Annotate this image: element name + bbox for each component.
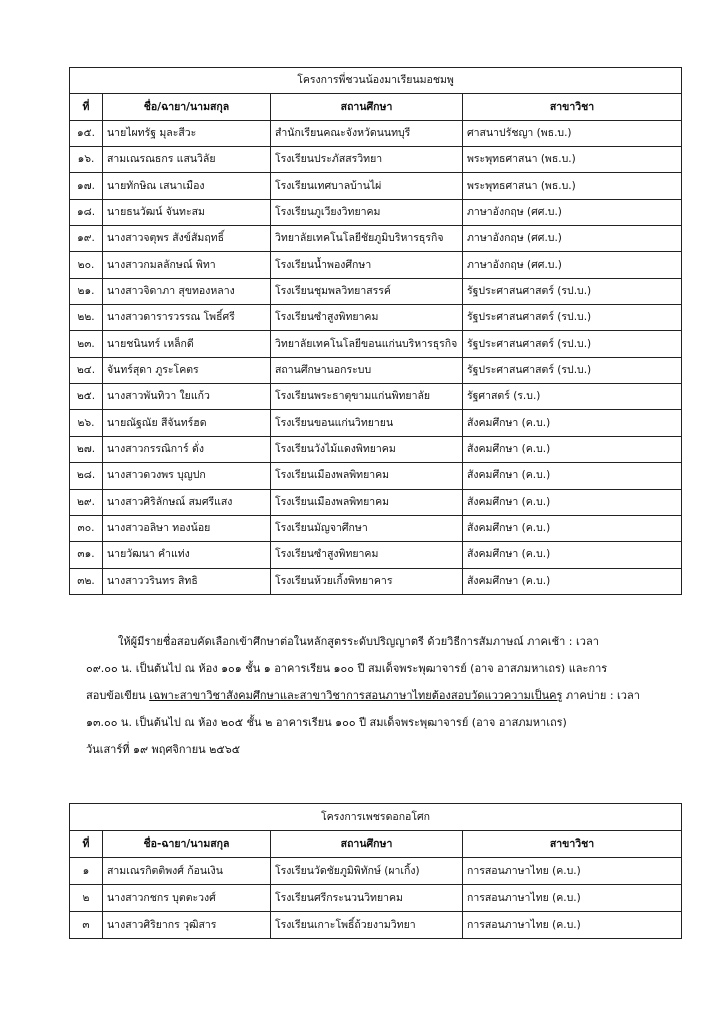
cell-name: นางสาวพันทิวา ใยแก้ว [103, 384, 271, 410]
cell-school: โรงเรียนวัดชัยภูมิพิทักษ์ (ผาเกิ้ง) [271, 858, 463, 885]
header-name: ชื่อ/ฉายา/นามสกุล [103, 94, 271, 120]
cell-school: วิทยาลัยเทคโนโลยีชัยภูมิบริหารธุรกิจ [271, 226, 463, 252]
table-row [70, 252, 682, 278]
cell-name: นางสาวกชกร บุตตะวงศ์ [103, 885, 271, 912]
cell-major: สังคมศึกษา (ค.บ.) [463, 489, 682, 515]
program-table-diamond [69, 803, 682, 939]
cell-school: สำนักเรียนคณะจังหวัดนนทบุรี [271, 120, 463, 146]
paragraph-line [86, 682, 686, 709]
cell-major: พระพุทธศาสนา (พธ.บ.) [463, 173, 682, 199]
cell-number: ๒๘. [70, 463, 103, 489]
cell-name: นางสาวอลิษา ทองน้อย [103, 515, 271, 541]
table-header-row [70, 831, 682, 858]
cell-name: นางสาวกรรณิการ์ ดั่ง [103, 436, 271, 462]
table-row [70, 912, 682, 939]
cell-name: สามเณรกิตติพงศ์ ก้อนเงิน [103, 858, 271, 885]
cell-school: โรงเรียนศรีกระนวนวิทยาคม [271, 885, 463, 912]
cell-name: จันทร์สุดา ภูระโคตร [103, 357, 271, 383]
cell-school: สถานศึกษานอกระบบ [271, 357, 463, 383]
cell-major: พระพุทธศาสนา (พธ.บ.) [463, 147, 682, 173]
cell-school: โรงเรียนเมืองพลพิทยาคม [271, 489, 463, 515]
table-row [70, 120, 682, 146]
table-row [70, 436, 682, 462]
table-title-row [70, 804, 682, 831]
paragraph-text: ภาคบ่าย : เวลา [562, 689, 640, 702]
underlined-note: เฉพาะสาขาวิชาสังคมศึกษาและสาขาวิชาการสอนภาษาไทยต้องสอบวัดแววความเป็นครู [149, 689, 563, 702]
cell-major: สังคมศึกษา (ค.บ.) [463, 515, 682, 541]
cell-name: นายทักษิณ เสนาเมือง [103, 173, 271, 199]
cell-major: สังคมศึกษา (ค.บ.) [463, 410, 682, 436]
cell-major: สังคมศึกษา (ค.บ.) [463, 568, 682, 594]
table-header-row [70, 94, 682, 120]
table-row [70, 331, 682, 357]
cell-number: ๒๖. [70, 410, 103, 436]
cell-major: การสอนภาษาไทย (ค.บ.) [463, 858, 682, 885]
cell-school: โรงเรียนเทศบาลบ้านไผ่ [271, 173, 463, 199]
header-school: สถานศึกษา [271, 94, 463, 120]
cell-name: นางสาวศิริยากร วุฒิสาร [103, 912, 271, 939]
cell-number: ๑๖. [70, 147, 103, 173]
cell-number: ๑ [70, 858, 103, 885]
table-title-row [70, 68, 682, 94]
cell-school: วิทยาลัยเทคโนโลยีขอนแก่นบริหารธุรกิจ [271, 331, 463, 357]
table-title: โครงการเพชรดอกอโศก [70, 804, 682, 831]
cell-name: นายไผทรัฐ มุละสีวะ [103, 120, 271, 146]
table-row [70, 226, 682, 252]
header-name: ชื่อ-ฉายา/นามสกุล [103, 831, 271, 858]
cell-number: ๓ [70, 912, 103, 939]
paragraph-date: วันเสาร์ที่ ๑๙ พฤศจิกายน ๒๕๖๕ [86, 743, 241, 756]
cell-number: ๑๘. [70, 199, 103, 225]
cell-school: โรงเรียนซำสูงพิทยาคม [271, 542, 463, 568]
paragraph-line: ๑๓.๐๐ น. เป็นต้นไป ณ ห้อง ๒๐๕ ชั้น ๒ อาคารเรียน ๑๐๐ ปี สมเด็จพระพุฒาจารย์ (อาจ อาสภมหาเถร) [86, 716, 567, 729]
table-row [70, 542, 682, 568]
table-row [70, 199, 682, 225]
cell-name: นางสาวศิริลักษณ์ สมศรีแสง [103, 489, 271, 515]
cell-major: การสอนภาษาไทย (ค.บ.) [463, 912, 682, 939]
cell-number: ๒๙. [70, 489, 103, 515]
cell-number: ๒๗. [70, 436, 103, 462]
header-major: สาขาวิชา [463, 94, 682, 120]
table-row [70, 147, 682, 173]
cell-number: ๒๐. [70, 252, 103, 278]
cell-school: โรงเรียนชุมพลวิทยาสรรค์ [271, 278, 463, 304]
cell-name: นางสาวจตุพร สังข์สัมฤทธิ์ [103, 226, 271, 252]
table-row [70, 173, 682, 199]
cell-school: โรงเรียนเกาะโพธิ์ถ้วยงามวิทยา [271, 912, 463, 939]
table-row [70, 384, 682, 410]
table-row [70, 489, 682, 515]
table-title: โครงการพี่ชวนน้องมาเรียนมอชมพู [70, 68, 682, 94]
table-row [70, 463, 682, 489]
table-row [70, 278, 682, 304]
cell-major: ศาสนาปรัชญา (พธ.บ.) [463, 120, 682, 146]
cell-major: ภาษาอังกฤษ (ศศ.บ.) [463, 226, 682, 252]
cell-number: ๓๐. [70, 515, 103, 541]
table-row [70, 568, 682, 594]
cell-major: รัฐประศาสนศาสตร์ (รป.บ.) [463, 278, 682, 304]
table-row [70, 858, 682, 885]
header-school: สถานศึกษา [271, 831, 463, 858]
cell-school: โรงเรียนประภัสสรวิทยา [271, 147, 463, 173]
cell-number: ๒๕. [70, 384, 103, 410]
cell-number: ๓๑. [70, 542, 103, 568]
cell-school: โรงเรียนวังไม้แดงพิทยาคม [271, 436, 463, 462]
cell-school: โรงเรียนมัญจาศึกษา [271, 515, 463, 541]
table-row [70, 357, 682, 383]
table-row [70, 885, 682, 912]
announcement-paragraph [86, 628, 686, 763]
cell-school: โรงเรียนซำสูงพิทยาคม [271, 305, 463, 331]
cell-major: รัฐประศาสนศาสตร์ (รป.บ.) [463, 305, 682, 331]
cell-major: รัฐประศาสนศาสตร์ (รป.บ.) [463, 357, 682, 383]
paragraph-text: สอบข้อเขียน [86, 689, 150, 702]
cell-name: นายณัฐณัย สีจันทร์ฮด [103, 410, 271, 436]
cell-name: นางสาววรินทร สิทธิ [103, 568, 271, 594]
cell-number: ๑๗. [70, 173, 103, 199]
cell-name: นางสาวดวงพร บุญปก [103, 463, 271, 489]
header-major: สาขาวิชา [463, 831, 682, 858]
cell-number: ๒๓. [70, 331, 103, 357]
cell-number: ๑๕. [70, 120, 103, 146]
cell-name: นายธนวัฒน์ จันทะสม [103, 199, 271, 225]
paragraph-line: ๐๙.๐๐ น. เป็นต้นไป ณ ห้อง ๑๐๑ ชั้น ๑ อาคารเรียน ๑๐๐ ปี สมเด็จพระพุฒาจารย์ (อาจ อาสภมหาเถร) และการ [86, 662, 608, 675]
paragraph-line: ให้ผู้มีรายชื่อสอบคัดเลือกเข้าศึกษาต่อในหลักสูตรระดับปริญญาตรี ด้วยวิธีการสัมภาษณ์ ภาคเช้า : เวลา [118, 635, 599, 648]
cell-number: ๓๒. [70, 568, 103, 594]
cell-number: ๑๙. [70, 226, 103, 252]
cell-major: รัฐศาสตร์ (ร.บ.) [463, 384, 682, 410]
program-table-pink [69, 67, 682, 595]
table-row [70, 305, 682, 331]
cell-name: นายวัฒนา คำแท่ง [103, 542, 271, 568]
cell-number: ๒ [70, 885, 103, 912]
header-no: ที่ [70, 831, 103, 858]
cell-major: ภาษาอังกฤษ (ศศ.บ.) [463, 199, 682, 225]
cell-school: โรงเรียนห้วยเกิ้งพิทยาคาร [271, 568, 463, 594]
cell-major: รัฐประศาสนศาสตร์ (รป.บ.) [463, 331, 682, 357]
cell-number: ๒๔. [70, 357, 103, 383]
cell-number: ๒๑. [70, 278, 103, 304]
cell-number: ๒๒. [70, 305, 103, 331]
cell-school: โรงเรียนขอนแก่นวิทยายน [271, 410, 463, 436]
cell-school: โรงเรียนเมืองพลพิทยาคม [271, 463, 463, 489]
cell-name: นางสาวจิดาภา สุขทองหลาง [103, 278, 271, 304]
cell-school: โรงเรียนพระธาตุขามแก่นพิทยาลัย [271, 384, 463, 410]
cell-major: ภาษาอังกฤษ (ศศ.บ.) [463, 252, 682, 278]
cell-name: นางสาวดารารวรรณ โพธิ์ศรี [103, 305, 271, 331]
table-row [70, 515, 682, 541]
cell-name: นางสาวกมลลักษณ์ พิทา [103, 252, 271, 278]
cell-school: โรงเรียนภูเวียงวิทยาคม [271, 199, 463, 225]
cell-name: สามเณรณธกร แสนวิลัย [103, 147, 271, 173]
cell-name: นายชนินทร์ เหล็กดี [103, 331, 271, 357]
table-row [70, 410, 682, 436]
header-no: ที่ [70, 94, 103, 120]
cell-school: โรงเรียนน้ำพองศึกษา [271, 252, 463, 278]
cell-major: สังคมศึกษา (ค.บ.) [463, 463, 682, 489]
cell-major: สังคมศึกษา (ค.บ.) [463, 542, 682, 568]
cell-major: สังคมศึกษา (ค.บ.) [463, 436, 682, 462]
cell-major: การสอนภาษาไทย (ค.บ.) [463, 885, 682, 912]
